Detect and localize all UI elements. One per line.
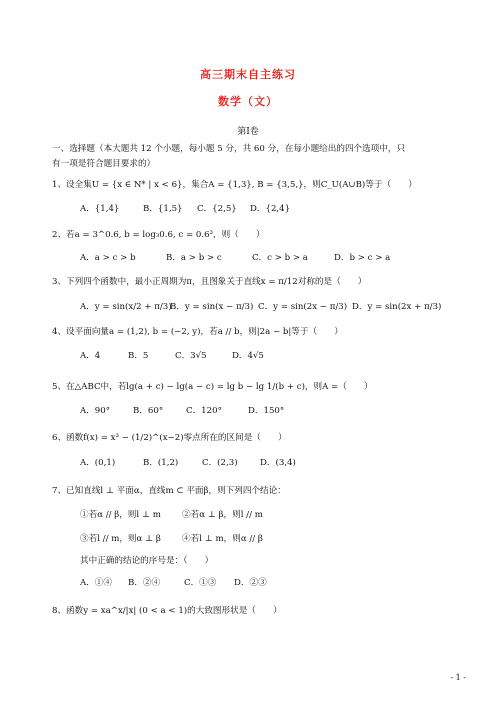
question-5-option-d: D．150° bbox=[248, 406, 285, 416]
question-6-option-b: B．(1,2) bbox=[143, 458, 179, 468]
question-3-option-d: D．y = sin(2x + π/3) bbox=[352, 302, 442, 312]
question-7-stem: 7、已知直线l ⊥ 平面α，直线m ⊂ 平面β，则下列四个结论： bbox=[52, 486, 286, 496]
question-7-conclusion-3: ③若l // m，则α ⊥ β bbox=[80, 534, 161, 544]
exam-title: 高三期末自主练习 bbox=[200, 68, 296, 81]
section-intro-line2: 有一项是符合题目要求的） bbox=[52, 159, 156, 169]
question-7-option-d: D．②③ bbox=[234, 578, 267, 588]
question-4-option-c: C．3√5 bbox=[175, 351, 207, 361]
question-5-stem: 5、在△ABC中，若lg(a + c) − lg(a − c) = lg b − lg 1/(b + c)，则A =（ ） bbox=[52, 382, 373, 392]
question-4-option-a: A．4 bbox=[80, 351, 101, 361]
question-6-option-d: D．(3,4) bbox=[260, 458, 296, 468]
question-5-option-a: A．90° bbox=[80, 406, 111, 416]
question-1-option-a: A．{1,4} bbox=[80, 204, 120, 214]
question-1-option-d: D．{2,4} bbox=[250, 204, 291, 214]
question-5-option-b: B．60° bbox=[133, 406, 164, 416]
exam-part: 第Ⅰ卷 bbox=[237, 127, 259, 137]
question-7-option-c: C．①③ bbox=[184, 578, 217, 588]
question-2-stem: 2、若a = 3^0.6, b = log₃0.6, c = 0.6³，则（ ） bbox=[52, 230, 265, 240]
question-3-option-b: B．y = sin(x − π/3) bbox=[170, 302, 254, 312]
question-5-option-c: C．120° bbox=[186, 406, 222, 416]
question-6-stem: 6、函数f(x) = x³ − (1/2)^(x−2)零点所在的区间是（ ） bbox=[52, 433, 287, 443]
question-6-option-c: C．(2,3) bbox=[202, 458, 238, 468]
question-2-option-b: B．a > b > c bbox=[166, 253, 222, 263]
question-2-option-c: C．c > b > a bbox=[252, 253, 308, 263]
question-3-stem: 3、下列四个函数中，最小正周期为π，且图象关于直线x = π/12对称的是（ ） bbox=[52, 277, 367, 287]
question-1-option-b: B．{1,5} bbox=[143, 204, 183, 214]
question-1-option-c: C．{2,5} bbox=[197, 204, 237, 214]
question-7-conclusion-1: ①若α // β，则l ⊥ m bbox=[80, 510, 161, 520]
page-number: - 1 - bbox=[450, 673, 466, 682]
question-3-option-c: C．y = sin(2x − π/3) bbox=[258, 302, 348, 312]
question-2-option-d: D．b > c > a bbox=[334, 253, 391, 263]
question-6-option-a: A．(0,1) bbox=[80, 458, 116, 468]
question-7-option-a: A．①④ bbox=[80, 578, 112, 588]
question-7-ask: 其中正确的结论的序号是：（ ） bbox=[80, 556, 214, 566]
question-4-option-b: B．5 bbox=[128, 351, 149, 361]
question-1-stem: 1、设全集U = {x ∈ N* | x < 6}，集合A = {1,3}, B = {3,5,}，则C_U(A∪B)等于（ ） bbox=[52, 180, 417, 190]
section-intro-line1: 一、选择题（本大题共 12 个小题，每小题 5 分，共 60 分，在每小题给出的四个选项中，只 bbox=[52, 144, 406, 154]
question-4-option-d: D．4√5 bbox=[232, 351, 264, 361]
question-7-conclusion-4: ④若l ⊥ m，则α // β bbox=[182, 534, 263, 544]
question-8-stem: 8、函数y = xa^x/|x| (0 < a < 1)的大致图形状是（ ） bbox=[52, 606, 282, 616]
question-7-option-b: B．②④ bbox=[128, 578, 161, 588]
exam-subject: 数学（文） bbox=[218, 95, 278, 108]
question-3-option-a: A．y = sin(x/2 + π/3) bbox=[80, 302, 172, 312]
question-4-stem: 4、设平面向量a = (1,2), b = (−2, y)，若a // b，则|2a − b|等于（ ） bbox=[52, 327, 343, 337]
question-7-conclusion-2: ②若α ⊥ β，则l // m bbox=[182, 510, 263, 520]
question-2-option-a: A．a > c > b bbox=[80, 253, 136, 263]
